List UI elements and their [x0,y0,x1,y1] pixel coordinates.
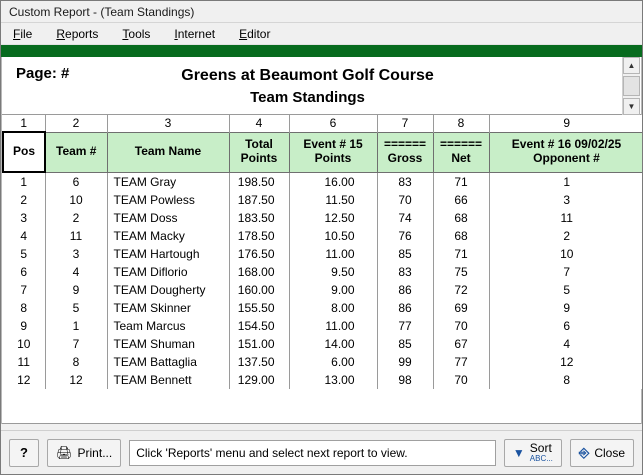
cell-event15-points: 11.50 [289,191,377,209]
column-header-event16-line2: Opponent # [533,151,600,165]
cell-gross: 77 [377,317,433,335]
cell-gross: 85 [377,335,433,353]
print-button[interactable] [47,439,121,467]
cell-total-points: 183.50 [229,209,289,227]
menu-item-tools[interactable]: Tools [122,26,151,41]
column-header-event16-opponent[interactable] [489,132,643,172]
cell-event16-opponent: 7 [489,263,643,281]
cell-team-number: 7 [45,335,107,353]
cell-net: 68 [433,227,489,245]
cell-event15-points: 9.50 [289,263,377,281]
cell-event16-opponent: 12 [489,353,643,371]
column-header-gross-line2: Gross [387,151,423,165]
column-header-net[interactable] [433,132,489,172]
report-grid-wrapper [2,115,641,424]
table-row[interactable] [3,371,643,389]
cell-event15-points: 9.00 [289,281,377,299]
cell-event15-points: 13.00 [289,371,377,389]
cell-team-number: 12 [45,371,107,389]
cell-total-points: 178.50 [229,227,289,245]
column-header-net-line2: Net [451,151,471,165]
cell-total-points: 160.00 [229,281,289,299]
column-header-total-points[interactable] [229,132,289,172]
report-header [2,57,641,115]
cell-event16-opponent: 4 [489,335,643,353]
column-header-pos-label: Pos [12,144,35,159]
cell-team-number: 11 [45,227,107,245]
menu-item-file[interactable]: File [13,26,33,41]
column-header-gross-line1: ====== [383,137,427,152]
cell-team-number: 9 [45,281,107,299]
column-header-event15-line1: Event # 15 [303,137,363,152]
status-message-field [129,440,496,466]
cell-team-name: TEAM Battaglia [107,353,229,371]
cell-net: 70 [433,371,489,389]
column-number: 7 [377,115,433,132]
title-bar [1,1,642,23]
cell-team-name: TEAM Bennett [107,371,229,389]
table-row[interactable] [3,227,643,245]
scroll-down-icon[interactable]: ▼ [623,98,640,115]
scroll-up-icon[interactable]: ▲ [623,57,640,74]
cell-net: 71 [433,245,489,263]
cell-gross: 99 [377,353,433,371]
cell-gross: 74 [377,209,433,227]
bottom-toolbar [1,430,642,474]
page-label: Page: # [16,65,70,82]
grid-header-row [3,132,643,172]
menu-item-editor[interactable]: Editor [239,26,271,41]
column-header-team-name[interactable] [107,132,229,172]
course-title: Greens at Beaumont Golf Course [181,67,434,84]
cell-pos: 9 [3,317,45,335]
cell-event15-points: 6.00 [289,353,377,371]
cell-gross: 86 [377,281,433,299]
column-header-team-name-label: Team Name [134,144,202,159]
report-area [1,57,642,424]
column-number: 4 [229,115,289,132]
cell-event16-opponent: 2 [489,227,643,245]
grid-empty-space [2,389,641,424]
cell-net: 75 [433,263,489,281]
close-door-icon: ⎆ [578,445,590,460]
cell-pos: 3 [3,209,45,227]
cell-team-number: 2 [45,209,107,227]
table-row[interactable] [3,317,643,335]
close-button-label: Close [594,445,625,460]
cell-net: 77 [433,353,489,371]
column-header-event15-points[interactable] [289,132,377,172]
cell-total-points: 198.50 [229,172,289,191]
cell-pos: 12 [3,371,45,389]
cell-team-name: TEAM Diflorio [107,263,229,281]
report-subtitle: Team Standings [250,89,365,106]
vertical-scrollbar[interactable] [622,57,640,115]
print-button-label: Print... [77,445,113,460]
cell-team-name: TEAM Shuman [107,335,229,353]
cell-total-points: 187.50 [229,191,289,209]
cell-gross: 98 [377,371,433,389]
cell-team-number: 8 [45,353,107,371]
cell-team-name: TEAM Powless [107,191,229,209]
cell-team-number: 5 [45,299,107,317]
cell-event15-points: 16.00 [289,172,377,191]
status-message-text: Click 'Reports' menu and select next report to view. [136,445,408,460]
sort-funnel-icon: ▼ [512,445,525,460]
cell-event16-opponent: 10 [489,245,643,263]
column-number: 8 [433,115,489,132]
cell-pos: 7 [3,281,45,299]
cell-team-name: TEAM Macky [107,227,229,245]
cell-total-points: 154.50 [229,317,289,335]
cell-gross: 86 [377,299,433,317]
help-button[interactable] [9,439,39,467]
cell-pos: 5 [3,245,45,263]
column-number: 3 [107,115,229,132]
cell-event15-points: 14.00 [289,335,377,353]
cell-pos: 11 [3,353,45,371]
cell-team-number: 4 [45,263,107,281]
cell-net: 72 [433,281,489,299]
cell-event16-opponent: 9 [489,299,643,317]
table-row[interactable] [3,263,643,281]
cell-net: 71 [433,172,489,191]
column-number: 6 [289,115,377,132]
cell-net: 69 [433,299,489,317]
cell-event16-opponent: 6 [489,317,643,335]
cell-gross: 83 [377,263,433,281]
sort-button-sublabel: ABC... [529,453,553,463]
cell-total-points: 176.50 [229,245,289,263]
cell-team-number: 10 [45,191,107,209]
cell-event15-points: 8.00 [289,299,377,317]
window-title: Custom Report - (Team Standings) [9,4,195,19]
column-header-gross[interactable] [377,132,433,172]
cell-pos: 10 [3,335,45,353]
column-number-row [3,115,643,132]
cell-pos: 2 [3,191,45,209]
sort-button-label: Sort [529,441,552,455]
cell-gross: 76 [377,227,433,245]
table-row[interactable] [3,172,643,191]
scroll-thumb[interactable] [623,76,640,96]
column-header-event15-line2: Points [314,151,352,165]
column-number: 2 [45,115,107,132]
table-row[interactable] [3,335,643,353]
cell-pos: 4 [3,227,45,245]
column-header-pos[interactable] [3,132,45,172]
cell-event15-points: 12.50 [289,209,377,227]
column-number: 1 [3,115,45,132]
cell-event16-opponent: 5 [489,281,643,299]
cell-pos: 6 [3,263,45,281]
cell-event15-points: 10.50 [289,227,377,245]
cell-team-name: TEAM Dougherty [107,281,229,299]
table-row[interactable] [3,209,643,227]
column-header-total-points-line2: Points [240,151,278,165]
cell-team-name: TEAM Skinner [107,299,229,317]
column-header-total-points-line1: Total [245,137,273,152]
cell-gross: 83 [377,172,433,191]
printer-icon: 🖨 [56,445,73,460]
table-row[interactable] [3,281,643,299]
table-row[interactable] [3,353,643,371]
cell-team-name: TEAM Gray [107,172,229,191]
green-separator-band [1,45,642,57]
cell-net: 68 [433,209,489,227]
cell-team-number: 3 [45,245,107,263]
cell-total-points: 151.00 [229,335,289,353]
table-row[interactable] [3,245,643,263]
close-button[interactable] [570,439,634,467]
cell-team-name: TEAM Hartough [107,245,229,263]
cell-team-name: Team Marcus [107,317,229,335]
column-number: 9 [489,115,643,132]
cell-gross: 85 [377,245,433,263]
column-header-event16-line1: Event # 16 09/02/25 [511,137,622,152]
cell-net: 66 [433,191,489,209]
cell-total-points: 137.50 [229,353,289,371]
cell-pos: 8 [3,299,45,317]
cell-net: 67 [433,335,489,353]
sort-button[interactable] [504,439,562,467]
cell-event16-opponent: 8 [489,371,643,389]
menu-bar [1,23,642,45]
report-grid [2,115,643,389]
cell-team-number: 1 [45,317,107,335]
cell-event16-opponent: 3 [489,191,643,209]
column-header-team-number[interactable] [45,132,107,172]
cell-event16-opponent: 11 [489,209,643,227]
cell-event15-points: 11.00 [289,317,377,335]
cell-event16-opponent: 1 [489,172,643,191]
cell-pos: 1 [3,172,45,191]
grid-rows [3,172,643,389]
table-row[interactable] [3,191,643,209]
column-header-team-number-label: Team # [56,144,97,159]
cell-team-number: 6 [45,172,107,191]
column-header-net-line1: ====== [439,137,483,152]
cell-total-points: 155.50 [229,299,289,317]
cell-total-points: 129.00 [229,371,289,389]
cell-total-points: 168.00 [229,263,289,281]
table-row[interactable] [3,299,643,317]
question-mark-icon: ? [20,445,28,460]
cell-event15-points: 11.00 [289,245,377,263]
cell-net: 70 [433,317,489,335]
cell-team-name: TEAM Doss [107,209,229,227]
cell-gross: 70 [377,191,433,209]
menu-item-internet[interactable]: Internet [174,26,216,41]
menu-item-reports[interactable]: Reports [56,26,99,41]
